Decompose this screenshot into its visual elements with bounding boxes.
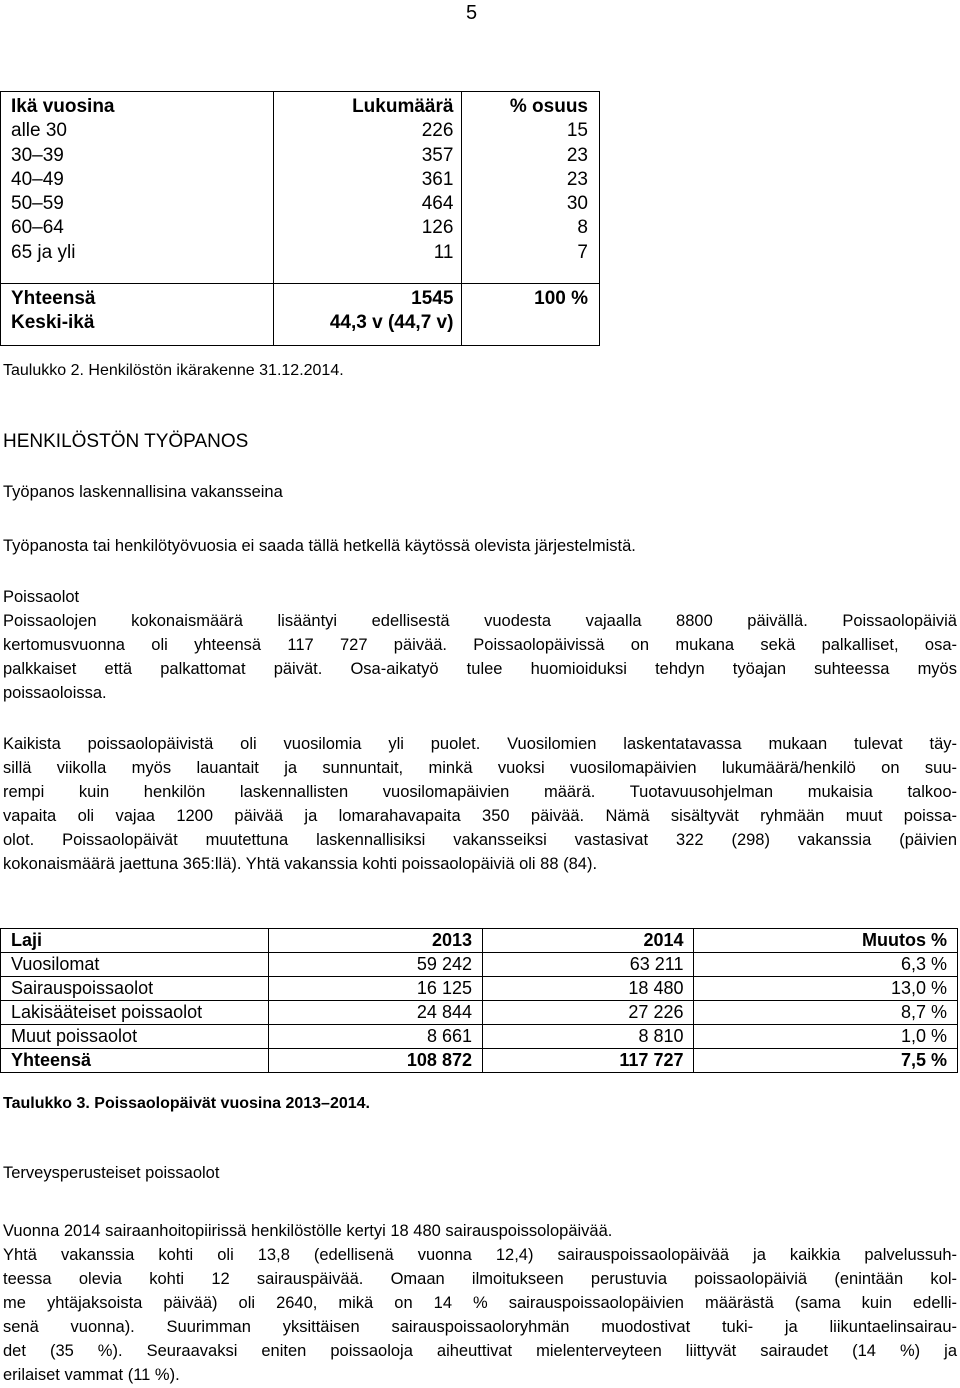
table-cell: 117 727 <box>482 1049 694 1073</box>
table-cell: Muut poissaolot <box>1 1025 269 1049</box>
paragraph-line: teessa olevia kohti 12 sairauspäivää. Omaan ilmoitukseen perustuvia poissaolopäiviä (enintään kol- <box>3 1270 957 1288</box>
total-label: Yhteensä <box>11 287 96 309</box>
table-caption: Taulukko 3. Poissaolopäivät vuosina 2013–2014. <box>3 1095 370 1112</box>
table-cell: 24 844 <box>269 1001 483 1025</box>
table-cell: 7,5 % <box>694 1049 958 1073</box>
table-cell: 13,0 % <box>694 977 958 1001</box>
count-value: 226 <box>421 120 454 142</box>
table-cell: 18 480 <box>482 977 694 1001</box>
paragraph-line: det (35 %). Seuraavaksi eniten poissaoloja aiheuttivat mielenterveyteen liittyvät sairaudet (14 %) ja <box>3 1342 957 1360</box>
count-value: 464 <box>421 193 454 215</box>
paragraph-line: erilaiset vammat (11 %). <box>3 1366 180 1384</box>
age-label: 30–39 <box>11 144 64 166</box>
paragraph-line: vapaita oli vajaa 1200 päivää ja lomarahavapaita 350 päivää. Nämä sisältyvät ryhmään muut poissa- <box>3 807 957 825</box>
age-column-cell <box>1 92 274 284</box>
total-label-cell <box>1 283 274 345</box>
total-share-cell <box>462 283 600 345</box>
table-caption: Taulukko 2. Henkilöstön ikärakenne 31.12.2014. <box>3 362 344 379</box>
age-label: 40–49 <box>11 168 64 190</box>
subheading: Työpanos laskennallisina vakansseina <box>3 483 283 501</box>
table-row <box>1 953 958 977</box>
table-row <box>1 1001 958 1025</box>
paragraph: Työpanosta tai henkilötyövuosia ei saada tällä hetkellä käytössä olevista järjestelmistä. <box>3 537 636 555</box>
age-label: 50–59 <box>11 193 64 215</box>
average-age-value: 44,3 v (44,7 v) <box>329 312 454 334</box>
paragraph-line: kokonaismäärä jaettuna 365:llä). Yhtä vakanssia kohti poissaolopäiviä oli 88 (84). <box>3 855 598 873</box>
count-value: 357 <box>421 144 454 166</box>
table-row <box>1 977 958 1001</box>
total-count: 1545 <box>411 287 454 309</box>
page-number: 5 <box>466 2 478 24</box>
table-row <box>1 92 600 284</box>
share-column-cell <box>462 92 600 284</box>
table-cell: 6,3 % <box>694 953 958 977</box>
paragraph-line: Yhtä vakanssia kohti oli 13,8 (edellisenä vuonna 12,4) sairauspoissaolopäivää ja kaikkia palvelussuh- <box>3 1246 957 1264</box>
paragraph-line: me yhtäjaksoista päivää) oli 2640, mikä on 14 % sairauspoissaolopäivien määrästä (sama kuin edelli- <box>3 1294 957 1312</box>
table-cell: Yhteensä <box>1 1049 269 1073</box>
count-value: 126 <box>421 217 454 239</box>
paragraph <box>3 609 957 705</box>
age-label: alle 30 <box>11 120 67 142</box>
share-value: 8 <box>577 217 588 239</box>
table-cell: 8 661 <box>269 1025 483 1049</box>
header-cell: 2014 <box>482 929 694 953</box>
table-cell: 8,7 % <box>694 1001 958 1025</box>
table-cell: 1,0 % <box>694 1025 958 1049</box>
header-cell: 2013 <box>269 929 483 953</box>
table-row <box>1 283 600 345</box>
section-heading: HENKILÖSTÖN TYÖPANOS <box>3 431 249 452</box>
count-column-cell <box>274 92 462 284</box>
paragraph-line: poissaoloissa. <box>3 684 107 702</box>
paragraph-line: Vuonna 2014 sairaanhoitopiirissä henkilöstölle kertyi 18 480 sairauspoissolopäivää. <box>3 1222 613 1240</box>
table-cell: 8 810 <box>482 1025 694 1049</box>
header-cell: Muutos % <box>694 929 958 953</box>
age-header: Ikä vuosina <box>11 96 115 117</box>
paragraph-line: Kaikista poissaolopäivistä oli vuosilomia yli puolet. Vuosilomien laskentatavassa mukaan tulevat täy- <box>3 735 957 753</box>
count-value: 361 <box>421 168 454 190</box>
table-header-row <box>1 929 958 953</box>
paragraph <box>3 1219 957 1387</box>
table-cell: Lakisääteiset poissaolot <box>1 1001 269 1025</box>
table-cell: Sairauspoissaolot <box>1 977 269 1001</box>
paragraph-line: olot. Poissaolopäivät muutettuna laskennallisiksi vakansseiksi vastasivat 322 (298) vakanssia (päivien <box>3 831 957 849</box>
average-age-label: Keski-ikä <box>11 312 95 334</box>
count-value: 11 <box>433 241 454 263</box>
table-row <box>1 1025 958 1049</box>
subheading: Terveysperusteiset poissaolot <box>3 1164 220 1182</box>
share-value: 23 <box>566 168 588 190</box>
share-value: 7 <box>577 241 588 263</box>
total-share: 100 % <box>534 287 588 309</box>
table-cell: 59 242 <box>269 953 483 977</box>
table-cell: 27 226 <box>482 1001 694 1025</box>
share-value: 15 <box>566 120 588 142</box>
table-cell: 63 211 <box>482 953 694 977</box>
table-cell: 16 125 <box>269 977 483 1001</box>
age-structure-table <box>0 91 600 346</box>
paragraph-line: palkkaiset että palkattomat päivät. Osa-aikatyö tulee huomioiduksi tehdyn työajan suhteessa myös <box>3 660 957 678</box>
header-cell: Laji <box>1 929 269 953</box>
subheading: Poissaolot <box>3 588 80 606</box>
table-total-row <box>1 1049 958 1073</box>
paragraph-line: senä vuonna). Suurimman yksittäisen sairauspoissaoloryhmän muodostivat tuki- ja liikuntaelinsairau- <box>3 1318 957 1336</box>
paragraph-line: rempi kuin henkilön laskennallisten vuosilomapäivien määrä. Tuotavuusohjelman mukaisia talkoo- <box>3 783 957 801</box>
table-cell: Vuosilomat <box>1 953 269 977</box>
count-header: Lukumäärä <box>352 96 454 117</box>
paragraph <box>3 732 957 876</box>
paragraph-line: sillä viikolla myös lauantait ja sunnuntait, minkä vuoksi vuosilomapäivien lukumäärä/henkilö on suu- <box>3 759 957 777</box>
age-label: 60–64 <box>11 217 64 239</box>
share-header: % osuus <box>509 96 588 117</box>
table-cell: 108 872 <box>269 1049 483 1073</box>
absence-days-table <box>0 928 958 1073</box>
total-count-cell <box>274 283 462 345</box>
paragraph-line: Poissaolojen kokonaismäärä lisääntyi edellisestä vuodesta vajaalla 8800 päivällä. Poissaolopäiviä <box>3 612 957 630</box>
share-value: 30 <box>566 193 588 215</box>
share-value: 23 <box>566 144 588 166</box>
paragraph-line: kertomusvuonna oli yhteensä 117 727 päivää. Poissaolopäivissä on mukana sekä palkalliset, osa- <box>3 636 957 654</box>
age-label: 65 ja yli <box>11 241 76 263</box>
